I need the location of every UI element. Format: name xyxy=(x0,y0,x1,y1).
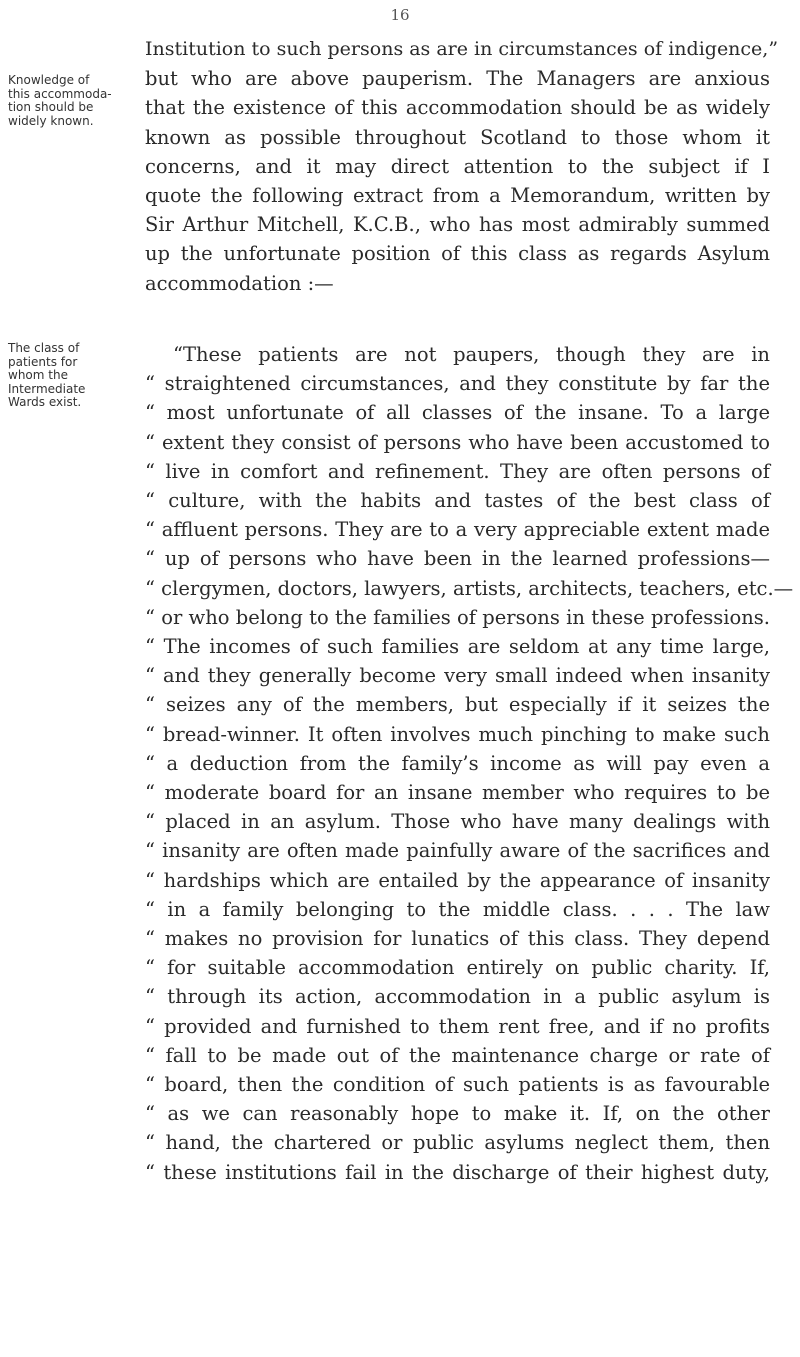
page-number: 16 xyxy=(390,6,410,24)
quote-line: “ or who belong to the families of persons in these professions. xyxy=(145,605,770,629)
quote-line: “ as we can reasonably hope to make it. If, on the other xyxy=(145,1102,770,1126)
quote-line: “ for suitable accommodation entirely on public charity. If, xyxy=(145,956,770,980)
margin-note-knowledge xyxy=(8,74,130,128)
quote-line: “ straightened circumstances, and they constitute by far the xyxy=(145,372,770,396)
quote-line: “ provided and furnished to them rent free, and if no profits xyxy=(145,1014,770,1038)
quote-line: “ makes no provision for lunatics of this class. They depend xyxy=(145,927,770,951)
quote-line: “ extent they consist of persons who have been accustomed to xyxy=(145,430,770,454)
quote-line: “These patients are not paupers, though they are in xyxy=(173,343,770,366)
quote-line: “ fall to be made out of the maintenance charge or rate of xyxy=(145,1043,770,1067)
quote-line: “ up of persons who have been in the learned professions— xyxy=(145,547,770,571)
quote-line: “ bread-winner. It often involves much pinching to make such xyxy=(145,722,770,746)
quote-line: “ clergymen, doctors, lawyers, artists, architects, teachers, etc.— xyxy=(145,576,794,600)
text-line: that the existence of this accommodation should be as widely xyxy=(145,96,770,120)
quote-line: “ through its action, accommodation in a public asylum is xyxy=(145,985,770,1009)
quote-line: “ affluent persons. They are to a very appreciable extent made xyxy=(145,518,770,542)
text-line: but who are above pauperism. The Managers are anxious xyxy=(145,67,770,91)
quote-line: “ and they generally become very small indeed when insanity xyxy=(145,664,770,688)
margin-note-line: Intermediate xyxy=(8,381,86,396)
text-line: Institution to such persons as are in circumstances of indigence,” xyxy=(145,38,779,60)
quote-line: “ most unfortunate of all classes of the insane. To a large xyxy=(145,401,770,425)
text-line: quote the following extract from a Memorandum, written by xyxy=(145,184,770,208)
margin-note-line: The class of xyxy=(8,341,80,355)
quote-line: “ moderate board for an insane member who requires to be xyxy=(145,781,770,805)
quote-line: “ culture, with the habits and tastes of the best class of xyxy=(145,489,770,513)
margin-note-class xyxy=(8,342,130,410)
quote-line: “ insanity are often made painfully aware of the sacrifices and xyxy=(145,839,770,863)
quote-line: “ a deduction from the family’s income as will pay even a xyxy=(145,751,770,775)
margin-note-line: whom the xyxy=(8,368,68,382)
margin-note-line: widely known. xyxy=(8,113,94,128)
quote-line: “ seizes any of the members, but especially if it seizes the xyxy=(145,693,770,717)
quote-line: “ board, then the condition of such patients is as favourable xyxy=(145,1073,770,1097)
quote-line: “ hardships which are entailed by the appearance of insanity xyxy=(145,868,770,892)
margin-note-line: Wards exist. xyxy=(8,395,82,409)
margin-note-line: tion should be xyxy=(8,100,94,114)
text-line: accommodation :— xyxy=(145,271,334,295)
quote-line: “ these institutions fail in the discharge of their highest duty, xyxy=(145,1160,770,1184)
margin-note-line: this accommoda- xyxy=(8,86,112,101)
quote-line: “ hand, the chartered or public asylums neglect them, then xyxy=(145,1131,770,1155)
text-line: known as possible throughout Scotland to those whom it xyxy=(145,125,770,149)
margin-note-line: Knowledge of xyxy=(8,73,90,87)
text-line: concerns, and it may direct attention to the subject if I xyxy=(145,154,770,178)
quote-line: “ in a family belonging to the middle class. . . . The law xyxy=(145,897,770,921)
text-line: up the unfortunate position of this class as regards Asylum xyxy=(145,242,770,266)
margin-note-line: patients for xyxy=(8,354,78,369)
text-line: Sir Arthur Mitchell, K.C.B., who has most admirably summed xyxy=(145,213,770,237)
quote-line: “ placed in an asylum. Those who have many dealings with xyxy=(145,810,770,834)
quotation-block xyxy=(145,340,794,1187)
quote-line: “ The incomes of such families are seldom at any time large, xyxy=(145,635,770,659)
quote-line: “ live in comfort and refinement. They are often persons of xyxy=(145,459,770,483)
paragraph-intro xyxy=(145,35,779,298)
